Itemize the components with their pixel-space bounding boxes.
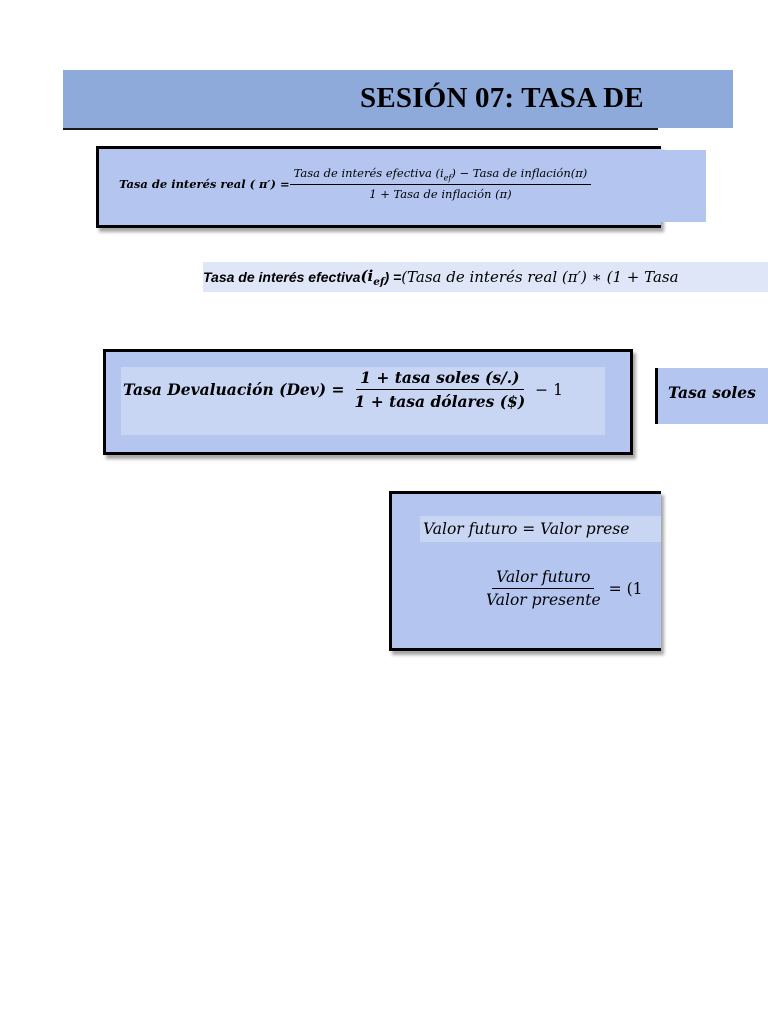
real-interest-formula (119, 166, 591, 201)
future-value-equation: Valor futuro = Valor prese (423, 520, 630, 538)
future-value-formula-box (389, 491, 661, 651)
devaluation-tail: − 1 (535, 380, 563, 399)
future-value-ratio (482, 568, 642, 609)
real-interest-formula-box-extension (655, 150, 706, 222)
devaluation-denominator: 1 + tasa dólares ($) (354, 392, 526, 411)
title-underline (63, 128, 658, 130)
real-interest-numerator: Tasa de interés efectiva $(i_{ef})$ − Tasa de inflación(π) (290, 166, 592, 185)
effective-interest-equals: ) = (384, 269, 402, 285)
page-title: SESIÓN 07: TASA DE (360, 82, 644, 114)
effective-interest-lhs: Tasa de interés efectiva (203, 269, 361, 285)
future-value-fraction (482, 568, 605, 609)
future-value-tail: = (1 (608, 579, 643, 598)
soles-rate-text: Tasa soles (668, 383, 756, 402)
effective-interest-formula (203, 262, 768, 292)
devaluation-lhs: Tasa Devaluación (Dev) = (123, 380, 345, 399)
future-value-denominator: Valor presente (486, 591, 601, 609)
future-value-line (420, 516, 661, 542)
soles-rate-formula-fragment (655, 368, 768, 424)
real-interest-denominator: 1 + Tasa de inflación (π) (369, 187, 512, 202)
real-interest-lhs: Tasa de interés real ( π′) = (119, 176, 290, 191)
devaluation-formula (123, 368, 563, 411)
future-value-numerator: Valor futuro (492, 568, 594, 589)
devaluation-fraction (351, 368, 530, 411)
effective-interest-rhs: (Tasa de interés real (π′) ∗ (1 + Tasa (401, 268, 679, 286)
effective-interest-symbol: ($i_{ef}$ (360, 266, 385, 288)
real-interest-fraction (290, 166, 592, 201)
devaluation-numerator: 1 + tasa soles (s/.) (356, 368, 523, 390)
